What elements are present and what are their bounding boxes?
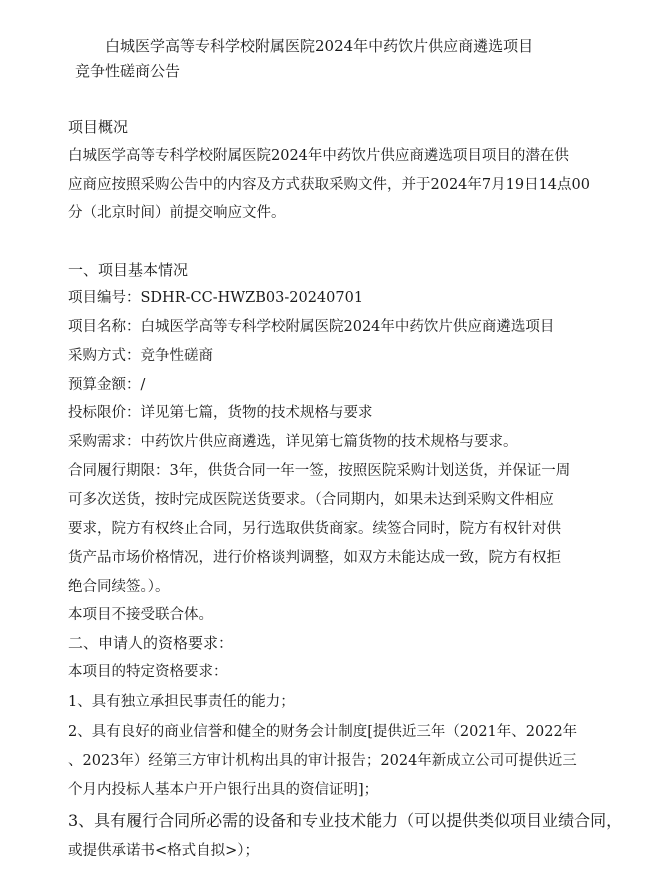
contract-term-line: 合同履行期限：3年，供货合同一年一签，按照医院采购计划送货，并保证一周 <box>68 463 571 479</box>
procurement-method: 采购方式：竞争性磋商 <box>68 348 213 364</box>
qualification-item: 1、具有独立承担民事责任的能力； <box>68 694 295 710</box>
qualification-item-line: 或提供承诺书<格式自拟>）； <box>68 843 260 859</box>
overview-line: 白城医学高等专科学校附属医院2024年中药饮片供应商遴选项目项目的潜在供 <box>68 148 569 164</box>
qualification-intro: 本项目的特定资格要求： <box>68 664 228 680</box>
qualification-item-line: 2、具有良好的商业信誉和健全的财务会计制度[提供近三年（2021年、2022年 <box>68 724 578 740</box>
overview-line: 分（北京时间）前提交响应文件。 <box>68 205 286 221</box>
contract-term-line: 货产品市场价格情况，进行价格谈判调整，如双方未能达成一致，院方有权拒 <box>68 550 561 566</box>
document-subtitle: 竞争性磋商公告 <box>75 62 181 80</box>
procurement-requirement: 采购需求：中药饮片供应商遴选，详见第七篇货物的技术规格与要求。 <box>68 434 518 450</box>
project-name: 项目名称：白城医学高等专科学校附属医院2024年中药饮片供应商遴选项目 <box>68 319 555 335</box>
bid-price-limit: 投标限价：详见第七篇，货物的技术规格与要求 <box>68 405 373 421</box>
contract-term-line: 可多次送货，按时完成医院送货要求。（合同期内，如果未达到采购文件相应 <box>68 492 554 508</box>
project-number: 项目编号：SDHR-CC-HWZB03-20240701 <box>68 290 364 306</box>
no-consortium-note: 本项目不接受联合体。 <box>68 607 213 623</box>
overview-line: 应商应按照采购公告中的内容及方式获取采购文件，并于2024年7月19日14点00 <box>68 177 590 193</box>
contract-term-line: 绝合同续签。）。 <box>68 579 170 595</box>
qualification-item-line: 、2023年）经第三方审计机构出具的审计报告；2024年新成立公司可提供近三 <box>68 753 577 769</box>
contract-term-line: 要求，院方有权终止合同，另行选取供货商家。续签合同时，院方有权针对供 <box>68 521 561 537</box>
section-2-heading: 二、申请人的资格要求： <box>68 634 234 652</box>
qualification-item-line: 3、具有履行合同所必需的设备和专业技术能力（可以提供类似项目业绩合同， <box>68 811 623 830</box>
qualification-item-line: 个月内投标人基本户开户银行出具的资信证明]； <box>68 782 379 798</box>
section-1-heading: 一、项目基本情况 <box>68 261 189 279</box>
document-title: 白城医学高等专科学校附属医院2024年中药饮片供应商遴选项目 <box>105 37 534 55</box>
budget-amount: 预算金额：/ <box>68 377 146 393</box>
overview-heading: 项目概况 <box>68 118 129 136</box>
